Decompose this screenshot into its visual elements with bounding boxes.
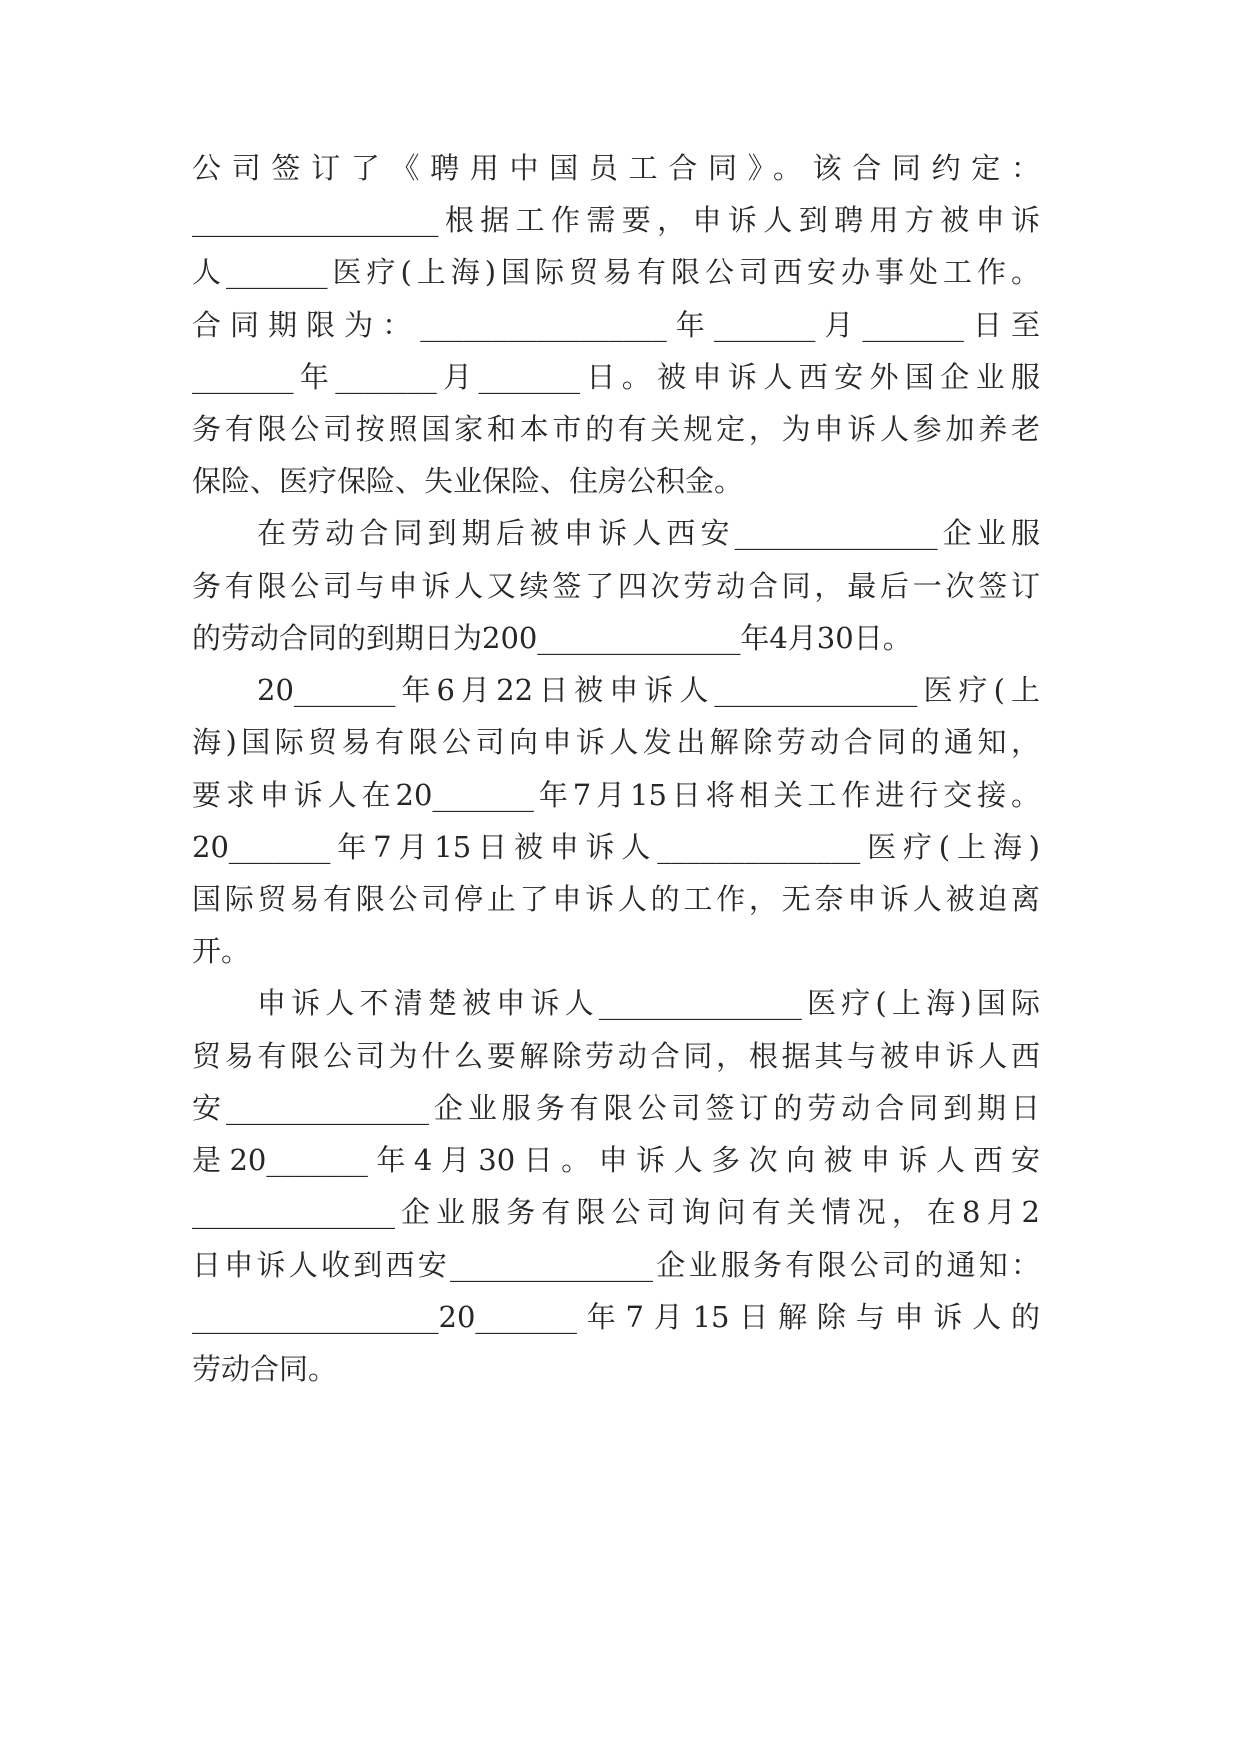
text-line: 劳动合同。 (192, 1352, 338, 1386)
text-line: 安______________企业服务有限公司签订的劳动合同到期日 (192, 1091, 1040, 1125)
text-line: 日申诉人收到西安______________企业服务有限公司的通知： (192, 1248, 1040, 1282)
text-line: 公司签订了《聘用中国员工合同》。该合同约定： (192, 151, 1040, 185)
paragraph-first-line: 在劳动合同到期后被申诉人西安______________企业服 (257, 516, 1040, 550)
paragraph-first-line: 申诉人不清楚被申诉人______________医疗(上海)国际 (257, 986, 1040, 1020)
text-line: 务有限公司按照国家和本市的有关规定，为申诉人参加养老 (192, 412, 1040, 446)
text-line: _________________20_______年7月15日解除与申诉人的 (192, 1300, 1040, 1334)
text-line: _________________根据工作需要，申诉人到聘用方被申诉 (192, 203, 1040, 237)
text-line: 20_______年7月15日被申诉人______________医疗(上海) (192, 830, 1040, 864)
text-line: 务有限公司与申诉人又续签了四次劳动合同，最后一次签订 (192, 569, 1040, 603)
text-line: 要求申诉人在20_______年7月15日将相关工作进行交接。 (192, 778, 1040, 812)
text-line: ______________企业服务有限公司询问有关情况，在8月2 (192, 1195, 1040, 1229)
text-line: 合同期限为：_________________年_______月_______日至 (192, 308, 1040, 342)
paragraph-first-line: 20_______年6月22日被申诉人______________医疗(上 (257, 673, 1040, 707)
text-line: 国际贸易有限公司停止了申诉人的工作，无奈申诉人被迫离 (192, 882, 1040, 916)
text-line: 贸易有限公司为什么要解除劳动合同，根据其与被申诉人西 (192, 1039, 1040, 1073)
text-line: 的劳动合同的到期日为200______________年4月30日。 (192, 621, 912, 655)
text-line: 是20_______年4月30日。申诉人多次向被申诉人西安 (192, 1143, 1040, 1177)
text-line: 人_______医疗(上海)国际贸易有限公司西安办事处工作。 (192, 255, 1040, 289)
text-line: 开。 (192, 934, 251, 968)
text-line: 海)国际贸易有限公司向申诉人发出解除劳动合同的通知， (192, 725, 1040, 759)
text-line: _______年_______月_______日。被申诉人西安外国企业服 (192, 360, 1040, 394)
text-line: 保险、医疗保险、失业保险、住房公积金。 (192, 464, 744, 498)
